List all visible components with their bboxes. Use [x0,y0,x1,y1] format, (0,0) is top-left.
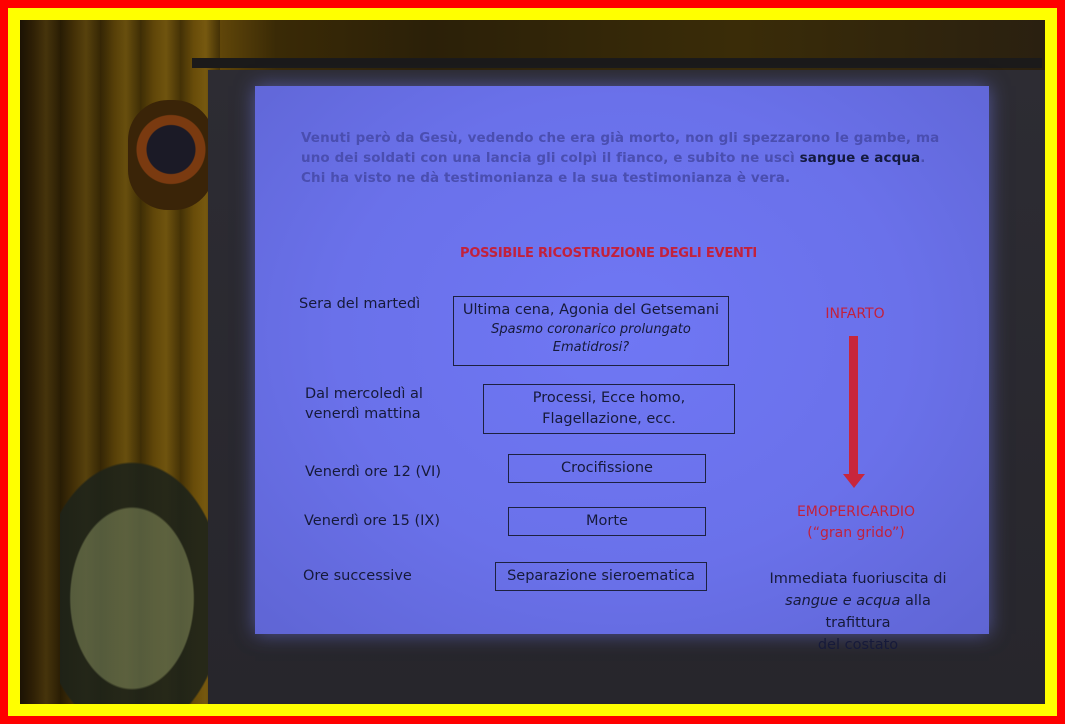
gospel-quote [301,128,941,188]
box-ultima-cena [453,296,729,366]
note-line-2 [753,590,963,634]
quote-part-2: . Chi ha visto ne dà testimonianza e la sua testimonianza è vera. [301,150,926,186]
label-infarto: INFARTO [825,306,885,322]
box-processi-1: Processi, Ecce homo, [532,390,686,406]
note-fuoriuscita [753,568,963,656]
box-processi-2: Flagellazione, ecc. [542,411,676,427]
quote-highlight: sangue e acqua [799,150,921,166]
row-label-mercoledi [305,384,423,424]
row-label-mercoledi-2: venerdì mattina [305,406,421,422]
box-ultima-cena-title: Ultima cena, Agonia del Getsemani [462,302,720,318]
note-line-1: Immediata fuoriuscita di [769,571,947,587]
note-line-3: del costato [817,637,899,653]
label-emopericardio-title: EMOPERICARDIO [796,504,916,520]
arrow-down-icon [843,474,865,488]
box-morte: Morte [508,507,706,536]
box-crocifissione: Crocifissione [508,454,706,483]
box-separazione: Separazione sieroematica [495,562,707,591]
box-processi [483,384,735,434]
box-ultima-cena-sub1: Spasmo coronarico prolungato [491,322,691,337]
row-label-mercoledi-1: Dal mercoledì al [305,386,423,402]
label-gran-grido: (“gran grido”) [807,525,905,541]
box-ultima-cena-sub2: Ematidrosi? [552,340,630,355]
note-line-2-rest: alla trafittura [825,593,931,631]
label-emopericardio [791,502,921,544]
projected-slide [255,86,989,653]
note-italic: sangue e acqua [785,593,901,609]
wall-emblem [128,100,214,210]
row-label-ore-15: Venerdì ore 15 (IX) [304,513,441,529]
arrow-down-icon-shaft [849,336,858,476]
row-label-ore-12: Venerdì ore 12 (VI) [305,464,441,480]
quote-part-1: Venuti però da Gesù, vedendo che era già morto, non gli spezzarono le gambe, ma uno dei soldati con una lancia gli colpì il fianco, e subito ne uscì [301,130,940,166]
screen-bar [192,58,1042,68]
slide-heading: POSSIBILE RICOSTRUZIONE DEGLI EVENTI [460,246,758,261]
row-label-ore-successive: Ore successive [303,568,412,584]
row-label-martedi: Sera del martedì [299,296,421,312]
